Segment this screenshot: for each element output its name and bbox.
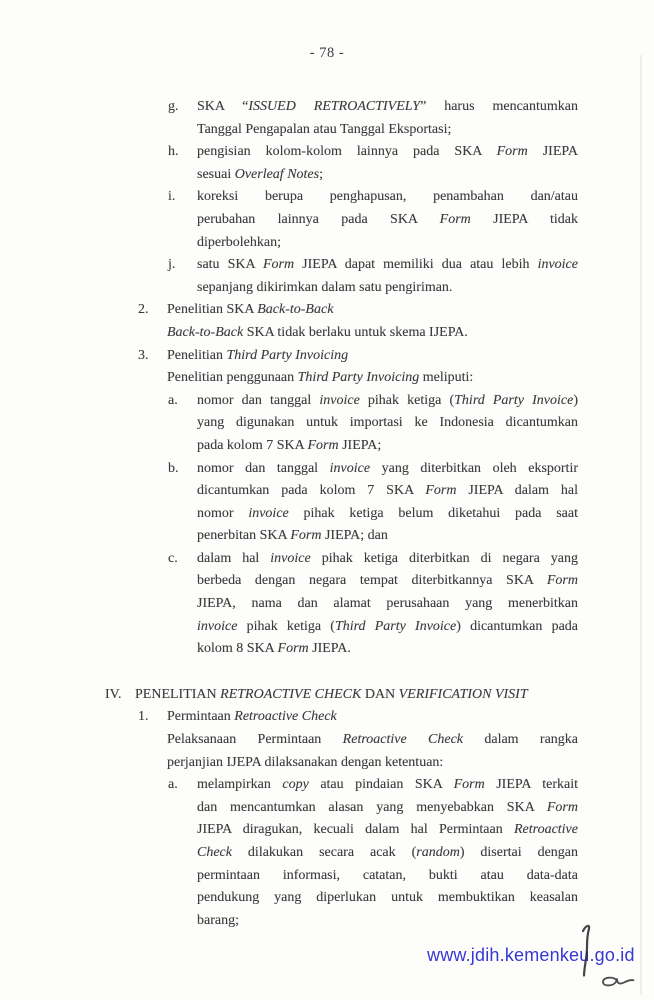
text-line: perubahan lainnya pada SKA Form JIEPA tidak bbox=[197, 211, 578, 227]
text-line: perjanjian IJEPA dilaksanakan dengan ketentuan: bbox=[167, 754, 444, 770]
list-item bbox=[0, 254, 578, 299]
text-line: sepanjang dikirimkan dalam satu pengiriman. bbox=[197, 279, 453, 295]
list-marker: i. bbox=[168, 189, 176, 205]
list-item-text bbox=[197, 186, 578, 254]
list-item bbox=[0, 774, 578, 932]
list-item bbox=[0, 548, 578, 661]
list-item bbox=[0, 684, 578, 707]
text-line: satu SKA Form JIEPA dapat memiliki dua atau lebih invoice bbox=[197, 257, 578, 273]
text-line: JIEPA diragukan, kecuali dalam hal Permintaan Retroactive bbox=[197, 822, 578, 838]
list-item bbox=[0, 96, 578, 141]
text-line: nomor dan tanggal invoice yang diterbitkan oleh eksportir bbox=[197, 460, 578, 476]
text-line: Tanggal Pengapalan atau Tanggal Eksportasi; bbox=[197, 121, 452, 137]
text-line: berbeda dengan negara tempat diterbitkannya SKA Form bbox=[197, 573, 578, 589]
list-item-text bbox=[197, 96, 578, 141]
text-line: dan mencantumkan alasan yang menyebabkan SKA Form bbox=[197, 799, 578, 815]
text-line: SKA “ISSUED RETROACTIVELY” harus mencantumkan bbox=[197, 99, 578, 114]
list-item bbox=[0, 186, 578, 254]
list-item-text bbox=[135, 684, 578, 707]
watermark-url: www.jdih.kemenkeu.go.id bbox=[427, 945, 635, 965]
list-marker: j. bbox=[168, 257, 176, 273]
text-line: kolom 8 SKA Form JIEPA. bbox=[197, 641, 351, 657]
text-line: melampirkan copy atau pindaian SKA Form JIEPA terkait bbox=[197, 777, 578, 793]
page-number: - 78 - bbox=[309, 45, 345, 61]
list-item-text bbox=[197, 774, 578, 932]
text-line: invoice pihak ketiga (Third Party Invoice) dicantumkan pada bbox=[197, 618, 579, 634]
text-line: pendukung yang diperlukan untuk membuktikan keasalan bbox=[197, 890, 578, 906]
text-line: sesuai Overleaf Notes; bbox=[197, 166, 323, 182]
text-line: Back-to-Back SKA tidak berlaku untuk skema IJEPA. bbox=[167, 324, 468, 340]
list-marker: a. bbox=[168, 392, 178, 408]
list-item bbox=[0, 345, 578, 390]
list-item bbox=[0, 458, 578, 548]
text-line: PENELITIAN RETROACTIVE CHECK DAN VERIFICATION VISIT bbox=[135, 686, 528, 702]
text-line: dalam hal invoice pihak ketiga diterbitkan di negara yang bbox=[197, 550, 579, 566]
list-marker: IV. bbox=[105, 686, 122, 702]
list-marker: 3. bbox=[138, 347, 149, 363]
list-marker: g. bbox=[168, 99, 179, 114]
list-marker: a. bbox=[168, 777, 178, 793]
text-line: barang; bbox=[197, 912, 239, 928]
list-marker: b. bbox=[168, 460, 179, 476]
text-line: koreksi berupa penghapusan, penambahan dan/atau bbox=[197, 189, 578, 205]
text-line: permintaan informasi, catatan, bukti atau data-data bbox=[197, 867, 578, 883]
text-line: pada kolom 7 SKA Form JIEPA; bbox=[197, 437, 382, 453]
list-item bbox=[0, 706, 578, 774]
text-line: dicantumkan pada kolom 7 SKA Form JIEPA dalam hal bbox=[197, 483, 578, 499]
text-line: pengisian kolom-kolom lainnya pada SKA Form JIEPA bbox=[197, 144, 578, 160]
text-line: Penelitian SKA Back-to-Back bbox=[167, 302, 334, 318]
text-line: Pelaksanaan Permintaan Retroactive Check dalam rangka bbox=[167, 732, 579, 748]
list-item bbox=[0, 390, 578, 458]
list-item-text bbox=[167, 299, 578, 344]
pen-mark-icon bbox=[540, 915, 654, 1000]
list-item-text bbox=[167, 706, 578, 774]
text-line: penerbitan SKA Form JIEPA; dan bbox=[197, 528, 388, 544]
list-item bbox=[0, 299, 578, 344]
list-item-text bbox=[197, 254, 578, 299]
list-item-text bbox=[167, 345, 578, 390]
text-line: nomor invoice pihak ketiga belum diketahui pada saat bbox=[197, 505, 578, 521]
text-line: JIEPA, nama dan alamat perusahaan yang menerbitkan bbox=[197, 596, 578, 612]
text-line: Check dilakukan secara acak (random) disertai dengan bbox=[197, 845, 578, 860]
list-marker: c. bbox=[168, 550, 178, 566]
list-item bbox=[0, 141, 578, 186]
list-item-text bbox=[197, 390, 578, 458]
scan-edge-artifact bbox=[640, 55, 642, 995]
list-item-text bbox=[197, 458, 578, 548]
list-item-text bbox=[197, 141, 578, 186]
list-item-text bbox=[197, 548, 578, 661]
list-marker: 2. bbox=[138, 302, 149, 318]
text-line: Penelitian Third Party Invoicing bbox=[167, 347, 349, 363]
list-marker: 1. bbox=[138, 709, 149, 725]
text-line: nomor dan tanggal invoice pihak ketiga (Third Party Invoice) bbox=[197, 392, 578, 408]
list-marker: h. bbox=[168, 144, 179, 160]
text-line: Penelitian penggunaan Third Party Invoicing meliputi: bbox=[167, 370, 474, 386]
text-line: yang digunakan untuk importasi ke Indonesia dicantumkan bbox=[197, 415, 578, 431]
text-line: Permintaan Retroactive Check bbox=[167, 709, 337, 725]
text-line: diperbolehkan; bbox=[197, 234, 281, 250]
document-content bbox=[0, 96, 578, 932]
